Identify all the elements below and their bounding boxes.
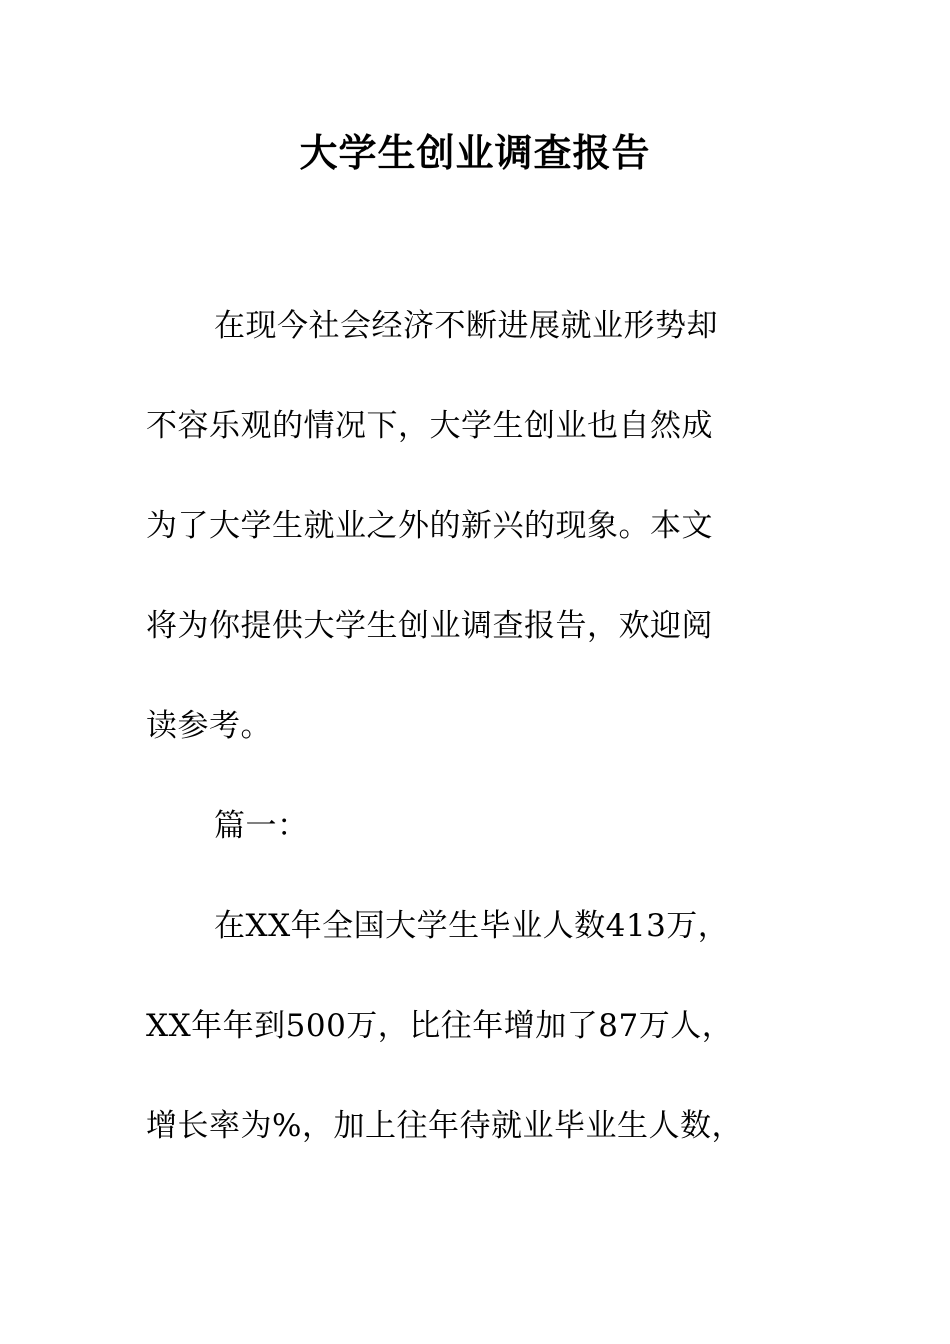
paragraph-line: 在XX年全国大学生毕业人数413万， <box>214 908 730 944</box>
paragraph-line: 读参考。 <box>146 708 272 744</box>
paragraph-line: 将为你提供大学生创业调查报告，欢迎阅 <box>146 608 713 644</box>
page-title: 大学生创业调查报告 <box>299 131 651 175</box>
paragraph-line: 在现今社会经济不断进展就业形势却 <box>214 308 718 344</box>
document-body <box>146 295 776 1195</box>
paragraph-line: 增长率为%，加上往年待就业毕业生人数， <box>146 1108 743 1144</box>
paragraph-line: 为了大学生就业之外的新兴的现象。本文 <box>146 508 713 544</box>
section-heading: 篇一： <box>214 808 309 844</box>
paragraph-line: 不容乐观的情况下，大学生创业也自然成 <box>146 408 713 444</box>
paragraph-line: XX年年到500万，比往年增加了87万人， <box>146 1008 734 1044</box>
